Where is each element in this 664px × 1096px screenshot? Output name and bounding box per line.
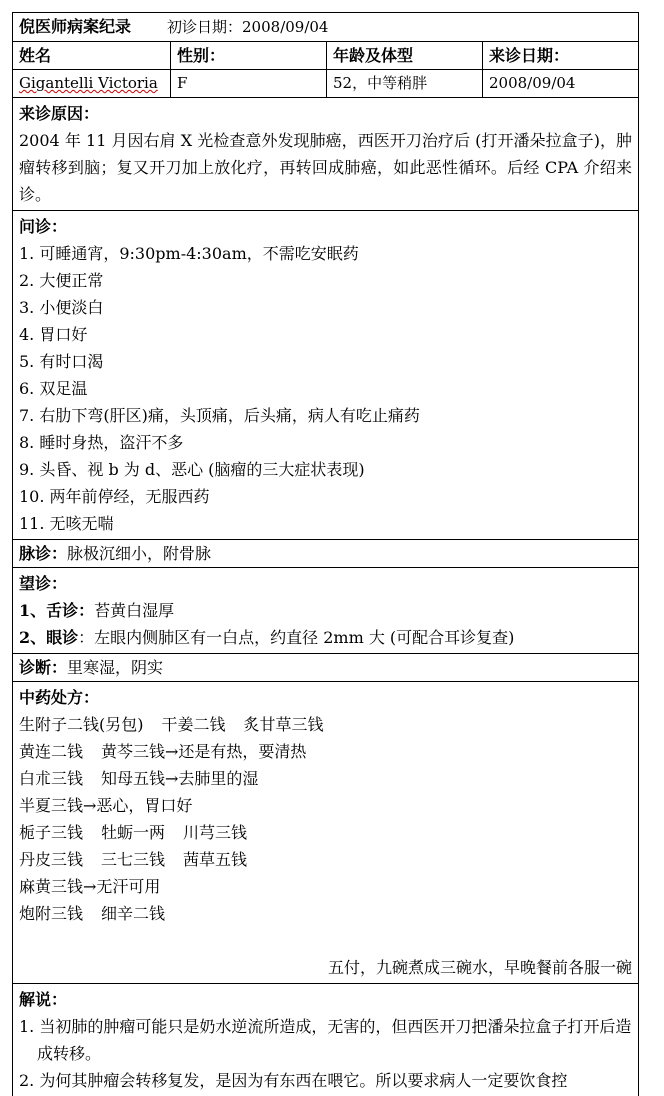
herb-line bbox=[19, 738, 632, 765]
list-item: 6. 双足温 bbox=[19, 375, 632, 402]
list-item: 2. 大便正常 bbox=[19, 267, 632, 294]
visit-date-label: 来诊日期： bbox=[483, 42, 639, 70]
inquiry-label: 问诊： bbox=[19, 213, 632, 240]
explanation-cell bbox=[13, 984, 639, 1096]
age-label: 年龄及体型 bbox=[327, 42, 483, 70]
reason-cell bbox=[13, 98, 639, 211]
dosage-instructions: 五付，九碗煮成三碗水，早晚餐前各服一碗 bbox=[19, 954, 632, 981]
herb-item: 炮附三钱 bbox=[19, 904, 83, 923]
title-cell bbox=[13, 13, 639, 42]
list-item: 5. 有时口渴 bbox=[19, 348, 632, 375]
list-item: 1. 可睡通宵，9:30pm-4:30am，不需吃安眠药 bbox=[19, 240, 632, 267]
herb-line bbox=[19, 873, 632, 900]
herb-item: 黄连二钱 bbox=[19, 742, 83, 761]
eye-text: ：左眼内侧肺区有一白点，约直径 2mm 大 (可配合耳诊复查) bbox=[78, 628, 514, 647]
herb-line bbox=[19, 900, 632, 927]
herb-item: 牡蛎一两 bbox=[101, 823, 165, 842]
pulse-row bbox=[13, 540, 639, 568]
medical-record-page bbox=[12, 12, 638, 1096]
prescription-cell bbox=[13, 682, 639, 984]
blank-line bbox=[19, 927, 632, 954]
tongue-line bbox=[19, 597, 632, 624]
diagnosis-text: 里寒湿，阴实 bbox=[67, 658, 163, 677]
reason-row bbox=[13, 98, 639, 211]
info-header-row bbox=[13, 42, 639, 70]
eye-label: 2、眼诊 bbox=[19, 628, 78, 647]
explanation-row bbox=[13, 984, 639, 1096]
first-visit-date: 初诊日期：2008/09/04 bbox=[167, 18, 328, 36]
title-row bbox=[13, 13, 639, 42]
observation-cell bbox=[13, 568, 639, 654]
herb-item: 黄芩三钱→还是有热，要清热 bbox=[101, 742, 306, 761]
list-item: 4. 胃口好 bbox=[19, 321, 632, 348]
herb-line bbox=[19, 819, 632, 846]
herb-item: 炙甘草三钱 bbox=[244, 715, 324, 734]
age-value: 52，中等稍胖 bbox=[327, 70, 483, 98]
prescription-label: 中药处方： bbox=[19, 684, 632, 711]
reason-label: 来诊原因： bbox=[19, 100, 632, 127]
herb-line bbox=[19, 846, 632, 873]
list-item: 9. 头昏、视 b 为 d、恶心 (脑瘤的三大症状表现) bbox=[19, 456, 632, 483]
record-title: 倪医师病案纪录 bbox=[19, 17, 131, 36]
list-item: 3. 小便淡白 bbox=[19, 294, 632, 321]
herb-item: 细辛二钱 bbox=[101, 904, 165, 923]
herb-line bbox=[19, 711, 632, 738]
inquiry-row bbox=[13, 211, 639, 540]
list-item: 11. 无咳无喘 bbox=[19, 510, 632, 537]
gender-value: F bbox=[171, 70, 327, 98]
observation-row bbox=[13, 568, 639, 654]
herb-item: 白朮三钱 bbox=[19, 769, 83, 788]
tongue-text: 苔黄白湿厚 bbox=[94, 601, 174, 620]
herb-item: 半夏三钱→恶心，胃口好 bbox=[19, 796, 192, 815]
pulse-label: 脉诊： bbox=[19, 544, 67, 563]
patient-name: Gigantelli Victoria bbox=[19, 74, 158, 92]
visit-date-value: 2008/09/04 bbox=[483, 70, 639, 98]
list-item: 10. 两年前停经，无服西药 bbox=[19, 483, 632, 510]
pulse-text: 脉极沉细小，附骨脉 bbox=[67, 544, 211, 563]
name-label: 姓名 bbox=[13, 42, 171, 70]
explanation-label: 解说： bbox=[19, 986, 632, 1013]
herb-item: 三七三钱 bbox=[101, 850, 165, 869]
herb-line bbox=[19, 765, 632, 792]
gender-label: 性别： bbox=[171, 42, 327, 70]
list-item: 8. 睡时身热，盗汗不多 bbox=[19, 429, 632, 456]
pulse-cell bbox=[13, 540, 639, 568]
diagnosis-label: 诊断： bbox=[19, 658, 67, 677]
info-value-row bbox=[13, 70, 639, 98]
herb-line bbox=[19, 792, 632, 819]
herb-item: 川芎三钱 bbox=[183, 823, 247, 842]
medical-record-table bbox=[12, 12, 639, 1096]
herb-item: 栀子三钱 bbox=[19, 823, 83, 842]
eye-line bbox=[19, 624, 632, 651]
reason-text: 2004 年 11 月因右肩 X 光检查意外发现肺癌，西医开刀治疗后 (打开潘朵拉盒子)，肿瘤转移到脑；复又开刀加上放化疗，再转回成肺癌，如此恶性循环。后经 CPA 介绍来诊。 bbox=[19, 127, 632, 208]
herb-item: 干姜二钱 bbox=[162, 715, 226, 734]
diagnosis-cell bbox=[13, 654, 639, 682]
tongue-label: 1、舌诊： bbox=[19, 601, 94, 620]
prescription-row bbox=[13, 682, 639, 984]
list-item: 1. 当初肺的肿瘤可能只是奶水逆流所造成，无害的，但西医开刀把潘朵拉盒子打开后造成转移。 bbox=[19, 1013, 632, 1067]
herb-item: 茜草五钱 bbox=[183, 850, 247, 869]
herb-item: 麻黄三钱→无汗可用 bbox=[19, 877, 160, 896]
herb-item: 丹皮三钱 bbox=[19, 850, 83, 869]
diagnosis-row bbox=[13, 654, 639, 682]
herb-item: 生附子二钱(另包) bbox=[19, 715, 144, 734]
name-value bbox=[13, 70, 171, 98]
list-item: 2. 为何其肿瘤会转移复发，是因为有东西在喂它。所以要求病人一定要饮食控 bbox=[19, 1067, 632, 1094]
inquiry-cell bbox=[13, 211, 639, 540]
herb-item: 知母五钱→去肺里的湿 bbox=[101, 769, 258, 788]
list-item: 7. 右肋下弯(肝区)痛，头顶痛，后头痛，病人有吃止痛药 bbox=[19, 402, 632, 429]
observation-label: 望诊： bbox=[19, 570, 632, 597]
